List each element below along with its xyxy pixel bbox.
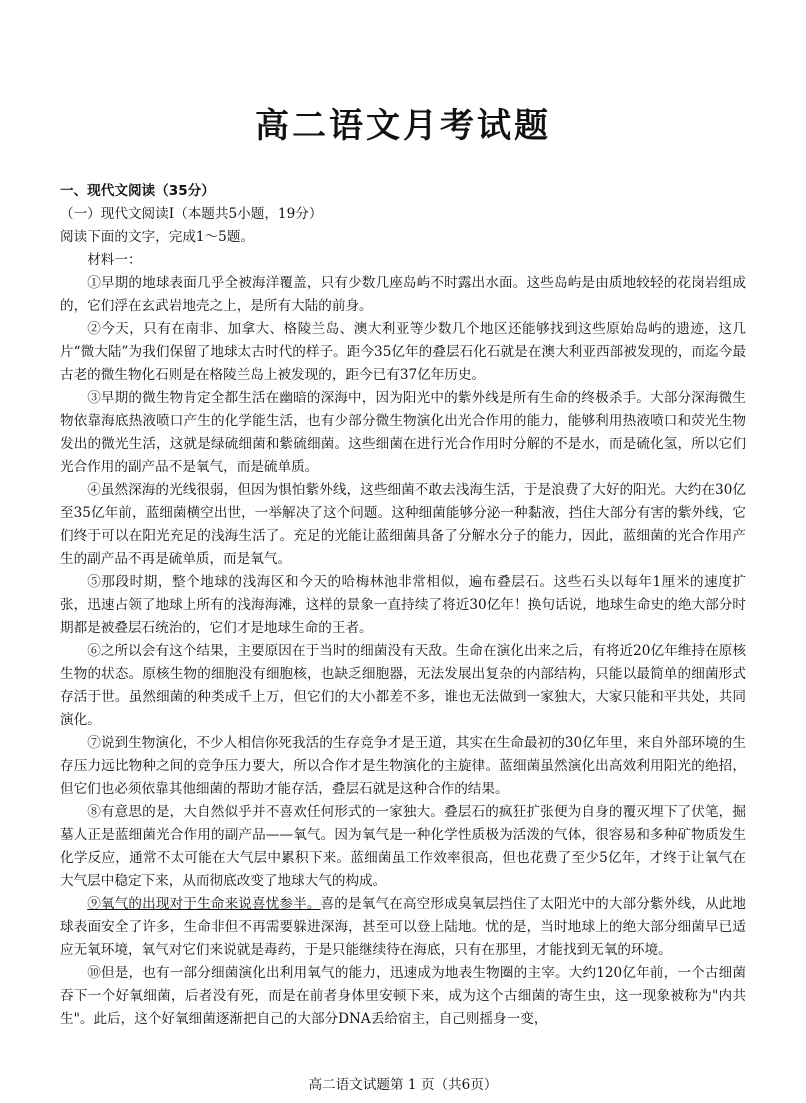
paragraph-6: ⑥之所以会有这个结果，主要原因在于当时的细菌没有天敌。生命在演化出来之后，有将近20亿年维持在原核生物的状态。原核生物的细胞没有细胞核，也缺乏细胞器，无法发展出复杂的内部结构，只能以最简单的细菌形式存活于世。虽然细菌的种类成千上万，但它们的大小都差不多，谁也无法做到一家独大，大家只能和平共处，共同演化。 [60,643,746,728]
paragraph-10: ⑩但是，也有一部分细菌演化出利用氧气的能力，迅速成为地表生物圈的主宰。大约120亿年前，一个古细菌吞下一个好氧细菌，后者没有死，而是在前者身体里安顿下来，成为这个古细菌的寄生虫，这一现象被称为"内共生"。此后，这个好氧细菌逐渐把自己的大部分DNA丢给宿主，自己则摇身一变， [60,965,746,1027]
paragraph-7: ⑦说到生物演化，不少人相信你死我活的生存竞争才是王道，其实在生命最初的30亿年里，来自外部环境的生存压力远比物种之间的竞争压力要大，所以合作才是生物演化的主旋律。蓝细菌虽然演化出高效利用阳光的绝招，但它们也必须依靠其他细菌的帮助才能存活，叠层石就是这种合作的结果。 [60,735,746,797]
page-title: 高二语文月考试题 [255,106,551,146]
section-subheading: （一）现代文阅读Ⅰ（本题共5小题，19分） [60,206,323,222]
page-footer: 高二语文试题第 1 页（共6页） [308,1077,498,1093]
reading-section [60,180,746,1031]
paragraph-5: ⑤那段时期，整个地球的浅海区和今天的哈梅林池非常相似，遍布叠层石。这些石头以每年1厘米的速度扩张，迅速占领了地球上所有的浅海海滩，这样的景象一直持续了将近30亿年！换句话说，地球生命史的绝大部分时期都是被叠层石统治的，它们才是地球生命的王者。 [60,574,746,636]
section-heading: 一、现代文阅读（35分） [60,183,215,199]
paragraph-3: ③早期的微生物肯定全都生活在幽暗的深海中，因为阳光中的紫外线是所有生命的终极杀手。大部分深海微生物依靠海底热液喷口产生的化学能生活，也有少部分微生物演化出光合作用的能力，能够利用热液喷口和荧光生物发出的微光生活，这就是绿硫细菌和紫硫细菌。这些细菌在进行光合作用时分解的不是水，而是硫化氢，所以它们光合作用的副产品不是氧气，而是硫单质。 [60,390,746,475]
paragraph-4: ④虽然深海的光线很弱，但因为惧怕紫外线，这些细菌不敢去浅海生活，于是浪费了大好的阳光。大约在30亿至35亿年前，蓝细菌横空出世，一举解决了这个问题。这种细菌能够分泌一种黏液，挡住大部分有害的紫外线，它们终于可以在阳光充足的浅海生活了。充足的光能让蓝细菌具备了分解水分子的能力，因此，蓝细菌的光合作用产生的副产品不再是硫单质，而是氧气。 [60,482,746,567]
instruction: 阅读下面的文字，完成1～5题。 [60,229,255,245]
paragraph-9 [60,893,746,962]
material-label: 材料一： [87,252,142,268]
paragraph-1: ①早期的地球表面几乎全被海洋覆盖，只有少数几座岛屿不时露出水面。这些岛屿是由质地较轻的花岗岩组成的，它们浮在玄武岩地壳之上，是所有大陆的前身。 [60,275,746,314]
paragraph-2: ②今天，只有在南非、加拿大、格陵兰岛、澳大利亚等少数几个地区还能够找到这些原始岛屿的遗迹，这几片“微大陆”为我们保留了地球太古时代的样子。距今35亿年的叠层石化石就是在澳大利亚西部被发现的，而迄今最古老的微生物化石则是在格陵兰岛上被发现的，距今已有37亿年历史。 [60,321,746,383]
paragraph-9-underlined: ⑨氧气的出现对于生命来说喜忧参半。 [87,896,321,912]
paragraph-8: ⑧有意思的是，大自然似乎并不喜欢任何形式的一家独大。叠层石的疯狂扩张便为自身的覆灭埋下了伏笔，掘墓人正是蓝细菌光合作用的副产品——氧气。因为氧气是一种化学性质极为活泼的气体，很容易和多种矿物质发生化学反应，通常不太可能在大气层中累积下来。蓝细菌虽工作效率很高，但也花费了至少5亿年，才终于让氧气在大气层中稳定下来，从而彻底改变了地球大气的构成。 [60,804,746,889]
paragraph-9-rest: 喜的是氧气在高空形成臭氧层挡住了太阳光中的大部分紫外线，从此地球表面安全了许多，生命非但不再需要躲进深海，甚至可以登上陆地。忧的是，当时地球上的绝大部分细菌早已适应无氧环境，氧气对它们来说就是毒药，于是只能继续待在海底，只有在那里，才能找到无氧的环境。 [60,896,747,958]
